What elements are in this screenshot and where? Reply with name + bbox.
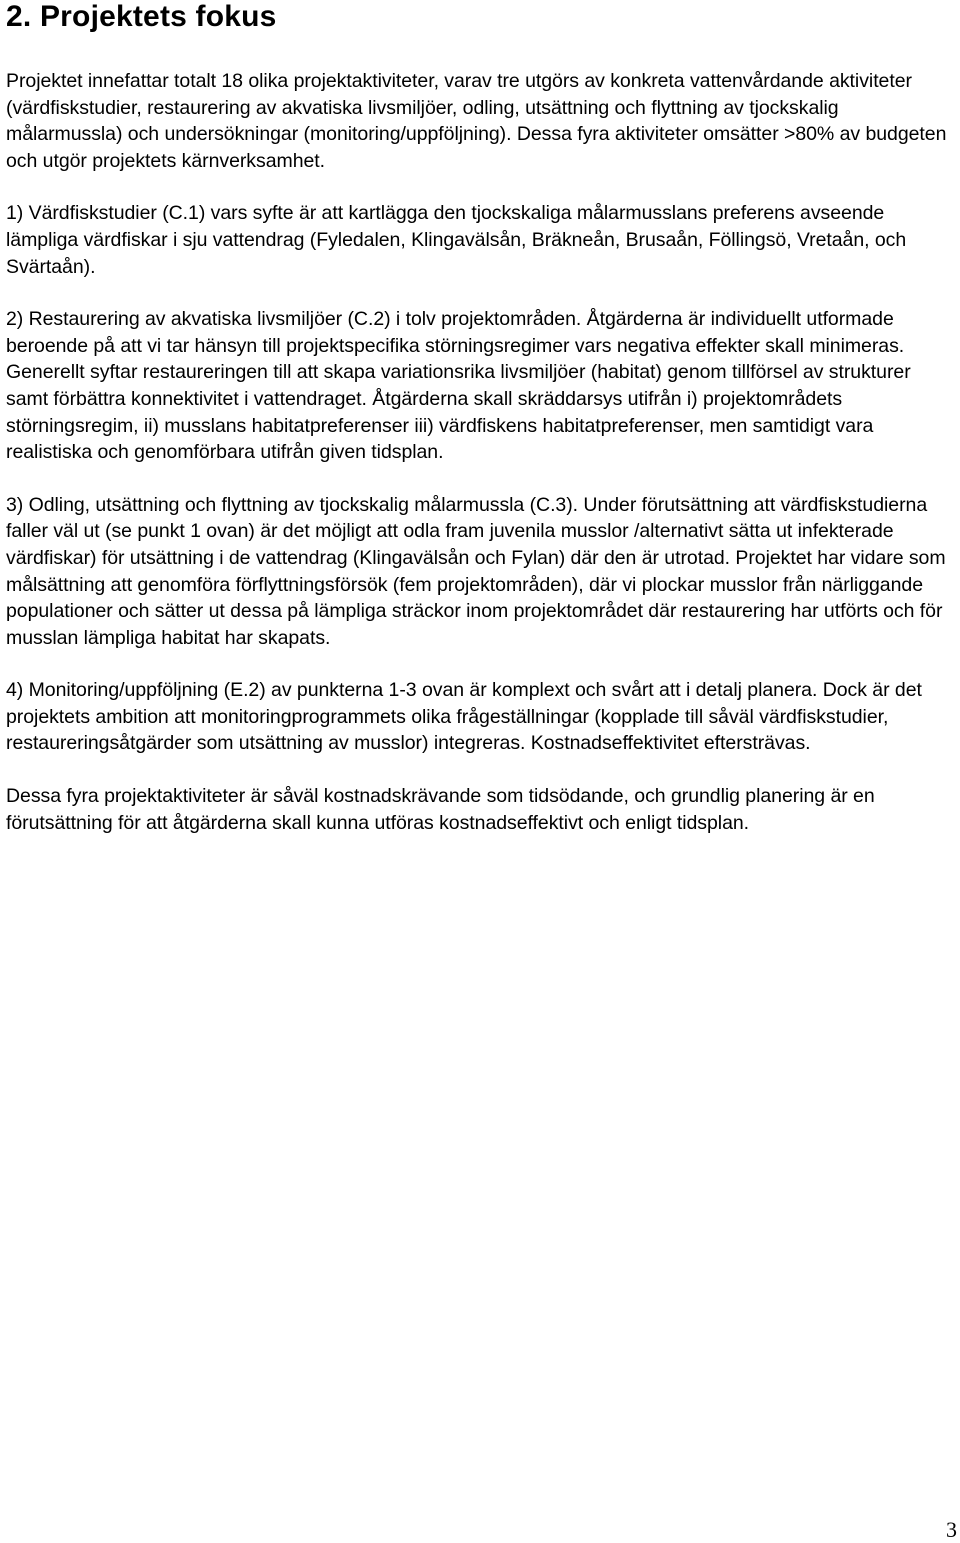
activity-4-paragraph: 4) Monitoring/uppföljning (E.2) av punkterna 1-3 ovan är komplext och svårt att i detalj planera. Dock är det projektets ambition att monitoringprogrammets olika frågeställningar (kopplade till såväl värdfiskstudier, restaureringsåtgärder som utsättning av musslor) integreras. Kostnadseffektivitet eftersträvas. bbox=[6, 679, 922, 755]
spacer bbox=[6, 651, 956, 677]
document-page bbox=[6, 0, 956, 836]
closing-paragraph: Dessa fyra projektaktiviteter är såväl kostnadskrävande som tidsödande, och grundlig planering är en förutsättning för att åtgärderna skall kunna utföras kostnadseffektivt och enligt tidsplan. bbox=[6, 785, 875, 834]
activity-1-paragraph: 1) Värdfiskstudier (C.1) vars syfte är att kartlägga den tjockskaliga målarmusslans preferens avseende lämpliga värdfiskar i sju vattendrag (Fyledalen, Klingavälsån, Bräkneån, Brusaån, Föllingsö, Vretaån, och Svärtaån). bbox=[6, 202, 907, 278]
intro-paragraph: Projektet innefattar totalt 18 olika projektaktiviteter, varav tre utgörs av konkreta vattenvårdande aktiviteter (värdfiskstudier, restaurering av akvatiska livsmiljöer, odling, utsättning och flyttning av tjockskalig målarmussla) och undersökningar (monitoring/uppföljning). Dessa fyra aktiviteter omsätter >80% av budgeten och utgör projektets kärnverksamhet. bbox=[6, 70, 947, 172]
spacer bbox=[6, 280, 956, 306]
activity-2-paragraph: 2) Restaurering av akvatiska livsmiljöer (C.2) i tolv projektområden. Åtgärderna är individuellt utformade beroende på att vi tar hänsyn till projektspecifika störningsregimer vars negativa effekter skall minimeras. Generellt syftar restaureringen till att skapa variationsrika livsmiljöer (habitat) genom tillförsel av strukturer samt förbättra konnektivitet i vattendraget. Åtgärderna skall skräddarsys utifrån i) projektområdets störningsregim, ii) musslans habitatpreferenser iii) värdfiskens habitatpreferenser, men samtidigt vara realistiska och genomförbara utifrån given tidsplan. bbox=[6, 308, 911, 464]
spacer bbox=[6, 174, 956, 200]
page-number: 3 bbox=[946, 1517, 957, 1542]
spacer bbox=[6, 34, 956, 68]
section-heading: 2. Projektets fokus bbox=[6, 0, 277, 33]
activity-3-paragraph: 3) Odling, utsättning och flyttning av tjockskalig målarmussla (C.3). Under förutsättning att värdfiskstudierna faller väl ut (se punkt 1 ovan) är det möjligt att odla fram juvenila musslor /alternativt sätta ut infekterade värdfiskar) för utsättning i de vattendrag (Klingavälsån och Fylan) där den är utrotad. Projektet har vidare som målsättning att genomföra förflyttningsförsök (fem projektområden), där vi plockar musslor från närliggande populationer och sätter ut dessa på lämpliga sträckor inom projektområdet där restaurering har utförts och för musslan lämpliga habitat har skapats. bbox=[6, 493, 946, 649]
spacer bbox=[6, 757, 956, 783]
spacer bbox=[6, 466, 956, 492]
